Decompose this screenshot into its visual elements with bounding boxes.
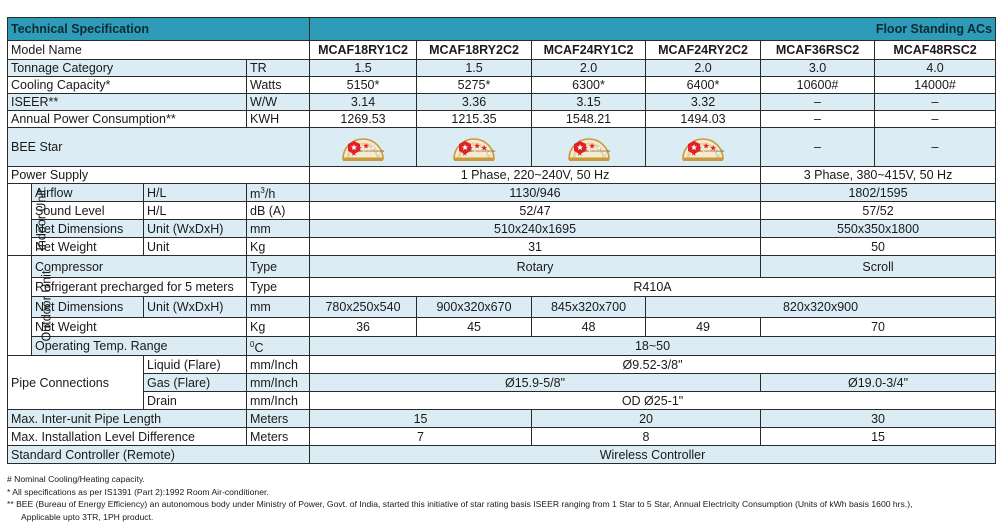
bee-caption: POWER SAVINGS GUIDE: [693, 150, 725, 153]
outdoor-section-label: Outdoor Unit: [8, 256, 32, 356]
cell-value: Wireless Controller: [310, 446, 996, 464]
row-label: Compressor: [32, 256, 247, 278]
row-unit: mm/Inch: [247, 356, 310, 374]
model-name: MCAF24RY2C2: [646, 41, 761, 60]
compressor-row: [8, 256, 996, 278]
pipe-gas-row: [8, 374, 996, 392]
cell-value: 3.36: [417, 94, 532, 111]
cell-value: 5150*: [310, 77, 417, 94]
cell-value: Ø19.0-3/4": [761, 374, 996, 392]
row-label: ISEER**: [8, 94, 247, 111]
bee-star-cell: [417, 128, 532, 167]
row-label: Operating Temp. Range: [32, 337, 247, 356]
cell-value: 3.15: [532, 94, 646, 111]
row-sub: Unit (WxDxH): [144, 220, 247, 238]
header-row: [8, 18, 996, 41]
cell-value: OD Ø25-1": [310, 392, 996, 410]
cell-value: 57/52: [761, 202, 996, 220]
indoor-weight-row: [8, 238, 996, 256]
cell-value: 1.5: [417, 60, 532, 77]
sound-row: [8, 202, 996, 220]
row-label: Net Weight: [32, 238, 144, 256]
row-label: Power Supply: [8, 167, 310, 184]
cell-value: 49: [646, 318, 761, 337]
bee-star-label-icon: [565, 132, 613, 162]
row-label: Cooling Capacity*: [8, 77, 247, 94]
cell-value: 510x240x1695: [310, 220, 761, 238]
row-unit: W/W: [247, 94, 310, 111]
bee-row: [8, 128, 996, 167]
cell-value: 5275*: [417, 77, 532, 94]
cell-value: Rotary: [310, 256, 761, 278]
cell-value: 1269.53: [310, 111, 417, 128]
bee-star-label-icon: [450, 132, 498, 162]
cell-value: 10600#: [761, 77, 875, 94]
row-unit: Meters: [247, 410, 310, 428]
cooling-row: [8, 77, 996, 94]
cell-value: 70: [761, 318, 996, 337]
model-name: MCAF24RY1C2: [532, 41, 646, 60]
cell-value: 15: [761, 428, 996, 446]
row-label: Airflow: [32, 184, 144, 202]
cell-value: –: [875, 111, 996, 128]
model-row: [8, 41, 996, 60]
row-unit: Kg: [247, 238, 310, 256]
controller-row: [8, 446, 996, 464]
row-label: Annual Power Consumption**: [8, 111, 247, 128]
bee-star-cell: [646, 128, 761, 167]
row-unit: mm: [247, 297, 310, 318]
page-title: Technical Specification: [8, 18, 310, 41]
indoor-dims-row: [8, 220, 996, 238]
row-label: Sound Level: [32, 202, 144, 220]
model-name: MCAF36RSC2: [761, 41, 875, 60]
pipe-drain-row: [8, 392, 996, 410]
footnote: Applicable upto 3TR, 1PH product.: [21, 511, 154, 522]
footnotes: [7, 473, 997, 523]
row-label: Max. Installation Level Difference: [8, 428, 247, 446]
model-name: MCAF18RY1C2: [310, 41, 417, 60]
row-label: Net Weight: [32, 318, 247, 337]
pipe-connections-label: Pipe Connections: [8, 356, 144, 410]
cell-value: 845x320x700: [532, 297, 646, 318]
row-sub: Unit (WxDxH): [144, 297, 247, 318]
cell-value: 3.0: [761, 60, 875, 77]
row-sub: Drain: [144, 392, 247, 410]
row-unit: $m^3/h$: [247, 184, 310, 202]
bee-star-cell: [310, 128, 417, 167]
cell-value: 4.0: [875, 60, 996, 77]
cell-value: –: [875, 128, 996, 167]
cell-value: 20: [532, 410, 761, 428]
cell-value: –: [761, 94, 875, 111]
annual-row: [8, 111, 996, 128]
cell-value: 2.0: [532, 60, 646, 77]
row-sub: H/L: [144, 202, 247, 220]
cell-value: Ø15.9-5/8": [310, 374, 761, 392]
max-level-row: [8, 428, 996, 446]
cell-value: –: [875, 94, 996, 111]
row-unit: Type: [247, 278, 310, 297]
cell-value: 14000#: [875, 77, 996, 94]
cell-value: 31: [310, 238, 761, 256]
row-sub: Liquid (Flare): [144, 356, 247, 374]
footnote: ** BEE (Bureau of Energy Efficiency) an autonomous body under Ministry of Power, Govt. of India, started this initiative of star rating basis ISEER ranging from 1 Star to 5 Star, Annual Electricity Consumption (Units of kWh basis 1600 hrs.),: [7, 499, 913, 510]
cell-value: 36: [310, 318, 417, 337]
row-unit: $^0$C: [247, 337, 310, 356]
row-unit: mm/Inch: [247, 374, 310, 392]
bee-star-label-icon: [679, 132, 727, 162]
bee-caption: POWER SAVINGS GUIDE: [353, 150, 385, 153]
row-unit: Meters: [247, 428, 310, 446]
cell-value: 30: [761, 410, 996, 428]
cell-value: 1 Phase, 220~240V, 50 Hz: [310, 167, 761, 184]
bee-caption: POWER SAVINGS GUIDE: [579, 150, 610, 153]
cell-value: 1548.21: [532, 111, 646, 128]
cell-value: 1802/1595: [761, 184, 996, 202]
row-sub: H/L: [144, 184, 247, 202]
cell-value: 550x350x1800: [761, 220, 996, 238]
iseer-row: [8, 94, 996, 111]
model-name: MCAF18RY2C2: [417, 41, 532, 60]
cell-value: R410A: [310, 278, 996, 297]
row-unit: Kg: [247, 318, 310, 337]
row-label: Max. Inter-unit Pipe Length: [8, 410, 247, 428]
row-unit: mm: [247, 220, 310, 238]
cell-value: –: [761, 111, 875, 128]
cell-value: 48: [532, 318, 646, 337]
cell-value: Ø9.52-3/8": [310, 356, 996, 374]
cell-value: 6400*: [646, 77, 761, 94]
temp-row: [8, 337, 996, 356]
cell-value: Scroll: [761, 256, 996, 278]
outdoor-dims-row: [8, 297, 996, 318]
row-label: Standard Controller (Remote): [8, 446, 310, 464]
cell-value: 50: [761, 238, 996, 256]
footnote: * All specifications as per IS1391 (Part 2):1992 Room Air-conditioner.: [7, 486, 269, 497]
cell-value: –: [761, 128, 875, 167]
tonnage-row: [8, 60, 996, 77]
bee-star-label-icon: [339, 132, 387, 162]
category-title: Floor Standing ACs: [310, 18, 996, 41]
cell-value: 6300*: [532, 77, 646, 94]
cell-value: 52/47: [310, 202, 761, 220]
cell-value: 780x250x540: [310, 297, 417, 318]
bee-star-cell: [532, 128, 646, 167]
row-unit: Type: [247, 256, 310, 278]
cell-value: 1494.03: [646, 111, 761, 128]
spec-sheet: [7, 17, 995, 464]
cell-value: 18~50: [310, 337, 996, 356]
max-pipe-row: [8, 410, 996, 428]
bee-caption: POWER SAVINGS GUIDE: [464, 150, 496, 153]
indoor-section-label: Indoor Unit: [8, 184, 32, 256]
pipe-liquid-row: [8, 356, 996, 374]
airflow-row: [8, 184, 996, 202]
cell-value: 1130/946: [310, 184, 761, 202]
row-unit: KWH: [247, 111, 310, 128]
cell-value: 15: [310, 410, 532, 428]
refrigerant-row: [8, 278, 996, 297]
cell-value: 900x320x670: [417, 297, 532, 318]
row-unit: Watts: [247, 77, 310, 94]
row-sub: Unit: [144, 238, 247, 256]
cell-value: 7: [310, 428, 532, 446]
row-unit: TR: [247, 60, 310, 77]
cell-value: 3.32: [646, 94, 761, 111]
cell-value: 3 Phase, 380~415V, 50 Hz: [761, 167, 996, 184]
row-label: BEE Star: [8, 128, 310, 167]
model-name: MCAF48RSC2: [875, 41, 996, 60]
row-sub: Gas (Flare): [144, 374, 247, 392]
row-unit: mm/Inch: [247, 392, 310, 410]
cell-value: 1215.35: [417, 111, 532, 128]
outdoor-weight-row: [8, 318, 996, 337]
row-label: Net Dimensions: [32, 220, 144, 238]
row-label: Refrigerant precharged for 5 meters: [32, 278, 247, 297]
cell-value: 8: [532, 428, 761, 446]
row-unit: dB (A): [247, 202, 310, 220]
cell-value: 3.14: [310, 94, 417, 111]
footnote: # Nominal Cooling/Heating capacity.: [7, 474, 145, 484]
cell-value: 1.5: [310, 60, 417, 77]
power-row: [8, 167, 996, 184]
row-label: Tonnage Category: [8, 60, 247, 77]
cell-value: 820x320x900: [646, 297, 996, 318]
row-label: Net Dimensions: [32, 297, 144, 318]
cell-value: 45: [417, 318, 532, 337]
cell-value: 2.0: [646, 60, 761, 77]
spec-table: [7, 17, 996, 464]
model-label: Model Name: [8, 41, 310, 60]
